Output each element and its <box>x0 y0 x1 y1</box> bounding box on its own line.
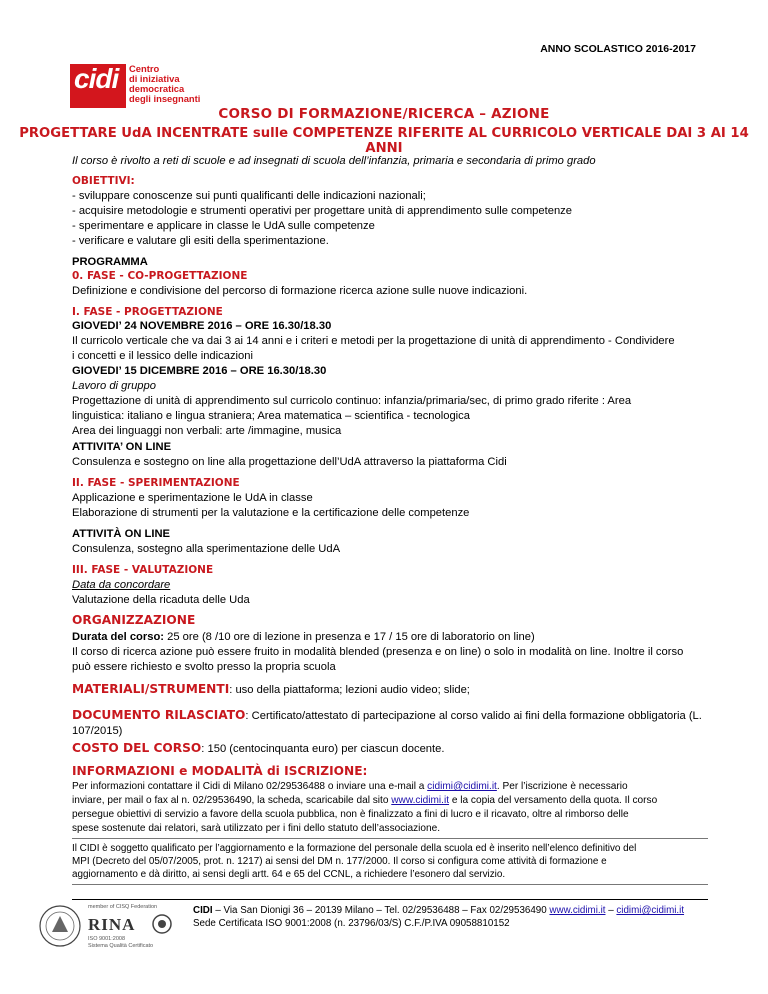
online1-text: Consulenza e sostegno on line alla progettazione dell’UdA attraverso la piattaforma Cidi <box>72 456 507 468</box>
intro-text: Il corso è rivolto a reti di scuole e ad insegnati di scuola dell’infanzia, primaria e secondaria di primo grado <box>72 155 596 167</box>
svg-text:RINA: RINA <box>88 915 136 934</box>
obiettivi-heading: OBIETTIVI: <box>72 175 135 187</box>
fase1-heading: I. FASE - PROGETTAZIONE <box>72 306 223 318</box>
logo-mark: cidi <box>70 64 126 108</box>
email-link[interactable]: cidimi@cidimi.it <box>427 781 497 792</box>
svg-text:member of CISQ Federation: member of CISQ Federation <box>88 904 158 910</box>
fase0-text: Definizione e condivisione del percorso di formazione ricerca azione sulle nuove indicazioni. <box>72 285 528 297</box>
school-year: ANNO SCOLASTICO 2016-2017 <box>540 43 696 55</box>
cidi-logo <box>70 64 208 108</box>
fase3-heading: III. FASE - VALUTAZIONE <box>72 564 214 576</box>
organizzazione-body: Durata del corso: 25 ore (8 /10 ore di lezione in presenza e 17 / 15 ore di laboratorio on line) Il corso di ricerca azione può essere fruito in modalità blended (presenza e on line) o solo in modalità on line. Inoltre il corso può essere richiesto e svolto presso la propria scuola <box>72 631 684 673</box>
course-subtitle: PROGETTARE UdA INCENTRATE sulle COMPETENZE RIFERITE AL CURRICOLO VERTICALE DAI 3 AI 14 ANNI <box>19 126 749 156</box>
documento-line: DOCUMENTO RILASCIATO: Certificato/attestato di partecipazione al corso valido ai fini della formazione obbligatoria (L. 107/2015) <box>72 708 702 737</box>
organizzazione-heading: ORGANIZZAZIONE <box>72 613 196 627</box>
online2-heading: ATTIVITÀ ON LINE <box>72 528 170 540</box>
informazioni-heading: INFORMAZIONI e MODALITÀ di ISCRIZIONE: <box>72 764 368 778</box>
online2-text: Consulenza, sostegno alla sperimentazione delle UdA <box>72 543 341 555</box>
footer-email-link[interactable]: cidimi@cidimi.it <box>616 905 685 916</box>
logo-text: Centro di iniziativa democratica degli insegnanti <box>129 63 201 104</box>
costo-line: COSTO DEL CORSO: 150 (centocinquanta euro) per ciascun docente. <box>72 741 445 755</box>
materiali-line: MATERIALI/STRUMENTI: uso della piattaforma; lezioni audio video; slide; <box>72 682 470 696</box>
accreditation-box: Il CIDI è soggetto qualificato per l’aggiornamento e la formazione del personale della scuola ed è inserito nell’elenco definitivo del MPI (Decreto del 05/07/2005, prot. n. 1217) ai sensi del DM n. 177/2000. Il corso si configura come attività di formazione e aggiornamento e dà diritto, ai sensi degli artt. 64 e 65 del CCNL, a richiedere l’esonero dal servizio. <box>72 838 708 885</box>
fase2-heading: II. FASE - SPERIMENTAZIONE <box>72 477 240 489</box>
list-item: - sviluppare conoscenze sui punti qualificanti delle indicazioni nazionali; <box>72 190 426 202</box>
website-link[interactable]: www.cidimi.it <box>391 795 450 806</box>
footer-website-link[interactable]: www.cidimi.it <box>549 905 606 916</box>
list-item: - acquisire metodologie e strumenti operativi per progettare unità di apprendimento sulle competenze <box>72 205 572 217</box>
informazioni-body: Per informazioni contattare il Cidi di Milano 02/29536488 o inviare una e-mail a cidimi@cidimi.it. Per l’iscrizione è necessario inviare, per mail o fax al n. 02/29536490, la scheda, scaricabile dal sito www.cidimi.it e la copia del versamento della quota. Il corso persegue obiettivi di servizio a favore della scuola pubblica, non è finalizzato a fini di lucro e il ricavato, oltre al rimborso delle spese sostenute dai relatori, sarà utilizzato per i fini dello statuto dell’associazione. <box>72 781 658 834</box>
svg-text:Sistema Qualità Certificato: Sistema Qualità Certificato <box>88 943 154 949</box>
fase3-body: Data da concordare Valutazione della ricaduta delle Uda <box>72 579 250 606</box>
fase1-body: GIOVEDI’ 24 NOVEMBRE 2016 – ORE 16.30/18.30 Il curricolo verticale che va dai 3 ai 14 anni e i criteri e metodi per la progettazione di unità di apprendimento - Condividere i concetti e il lessico delle indicazioni GIOVEDI’ 15 DICEMBRE 2016 – ORE 16.30/18.30 Lavoro di gruppo Progettazione di unità di apprendimento sul curricolo continuo: infanzia/primaria/sec, di primo grado riferite : Area linguistica: italiano e lingua straniera; Area matematica – scientifica - tecnologica Area dei linguaggi non verbali: arte /immagine, musica <box>72 320 675 437</box>
fase2-body: Applicazione e sperimentazione le UdA in classe Elaborazione di strumenti per la valutazione e la certificazione delle competenze <box>72 492 470 519</box>
rina-certification-logo <box>38 896 184 966</box>
fase0-heading: 0. FASE - CO-PROGETTAZIONE <box>72 270 248 282</box>
svg-text:ISO 9001:2008: ISO 9001:2008 <box>88 936 126 942</box>
course-title: CORSO DI FORMAZIONE/RICERCA – AZIONE <box>218 106 550 122</box>
list-item: - verificare e valutare gli esiti della sperimentazione. <box>72 235 329 247</box>
obiettivi-list <box>72 189 712 249</box>
online1-heading: ATTIVITA’ ON LINE <box>72 441 172 453</box>
footer-contacts: CIDI – Via San Dionigi 36 – 20139 Milano – Tel. 02/29536488 – Fax 02/29536490 www.cidimi.it – cidimi@cidimi.it Sede Certificata ISO 9001:2008 (n. 23796/03/S) C.F./P.IVA 09058810152 <box>193 905 685 929</box>
programma-heading: PROGRAMMA <box>72 256 148 268</box>
list-item: - sperimentare e applicare in classe le UdA sulle competenze <box>72 220 375 232</box>
